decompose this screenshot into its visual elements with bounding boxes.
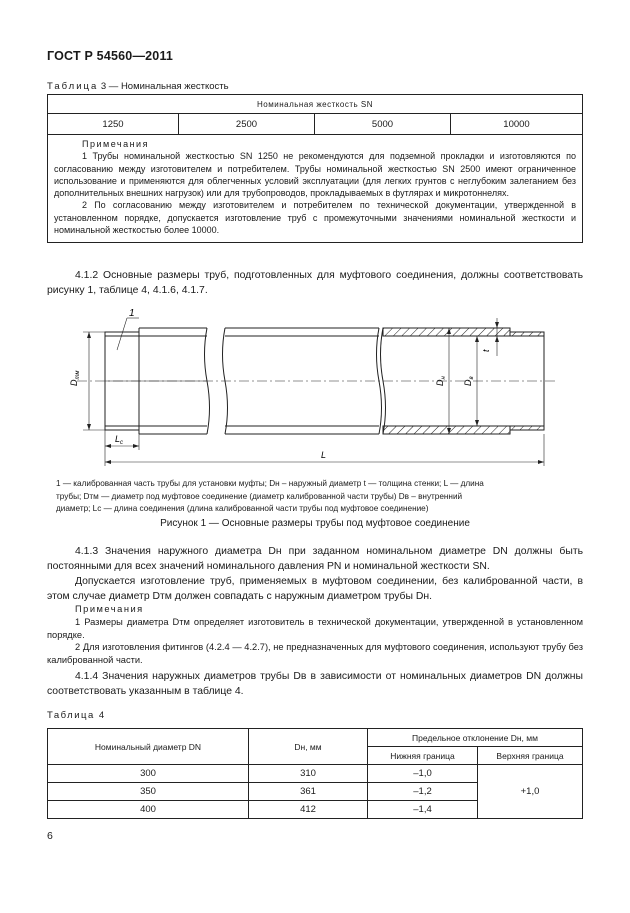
- figure-legend-line-2: трубы; Dтм — диаметр под муфтовое соединение (диаметр калиброванной части трубы) Dв – внутренний: [56, 491, 463, 501]
- table3-value-3: 5000: [315, 114, 451, 135]
- label-dn: $D_н$: [435, 376, 447, 386]
- label-t: t: [481, 349, 491, 352]
- table4-row-2-d: 361: [249, 783, 368, 801]
- table4-row-3-low: –1,4: [368, 801, 478, 819]
- table4: [47, 728, 583, 819]
- notes-section-2: [47, 603, 583, 667]
- notes2-title: Примечания: [75, 604, 144, 614]
- table3-value-4: 10000: [451, 114, 583, 135]
- table4-header-dn: Номинальный диаметр DN: [48, 729, 249, 765]
- table4-row-1-dn: 300: [48, 765, 249, 783]
- table4-header-lower: Нижняя граница: [368, 747, 478, 765]
- paragraph-4-1-3: [47, 544, 583, 604]
- paragraph-4-1-2: [47, 268, 583, 298]
- table4-row-2-dn: 350: [48, 783, 249, 801]
- leader-1: [117, 318, 127, 350]
- table3-notes-title: Примечания: [82, 139, 149, 149]
- table4-row-3-d: 412: [249, 801, 368, 819]
- label-dtm: $D_{тм}$: [69, 370, 81, 386]
- label-lc: $L_с$: [115, 434, 124, 446]
- notes2-note-1: 1 Размеры диаметра Dтм определяет изготовитель в технической документации, утвержденной в установленном порядке.: [47, 616, 583, 640]
- table3-value-2: 2500: [179, 114, 315, 135]
- table3-note-2: 2 По согласованию между изготовителем и потребителем по технической документации, утвержденной в установленном порядке, допускается изготовление труб с промежуточными значениями номинальной жесткости и номинальной жесткостью более 10000.: [54, 200, 576, 236]
- paragraph-4-1-2-text: 4.1.2 Основные размеры труб, подготовленных для муфтового соединения, должны соответствовать рисунку 1, таблице 4, 4.1.6, 4.1.7.: [47, 270, 583, 296]
- figure-legend-line-1: 1 — калиброванная часть трубы для установки муфты; Dн – наружный диаметр t — толщина стенки; L — длина: [56, 479, 484, 488]
- dimension-t: [493, 318, 501, 356]
- table4-row-1-d: 310: [249, 765, 368, 783]
- table4-upper-value: +1,0: [478, 765, 583, 819]
- paragraph-4-1-3-a: 4.1.3 Значения наружного диаметра Dн при заданном номинальном диаметре DN должны быть постоянными для всех значений номинального давления PN и номинальной жесткости SN.: [47, 546, 583, 572]
- label-1: 1: [129, 308, 135, 319]
- table3: [47, 94, 583, 243]
- document-header: ГОСТ Р 54560—2011: [47, 49, 174, 63]
- page-number: 6: [47, 830, 53, 842]
- paragraph-4-1-4-text: 4.1.4 Значения наружных диаметров трубы Dв в зависимости от номинальных диаметров DN должны соответствовать указанным в таблице 4.: [47, 671, 583, 697]
- figure-1-caption: Рисунок 1 — Основные размеры трубы под муфтовое соединение: [160, 518, 470, 529]
- table3-value-1: 1250: [48, 114, 179, 135]
- figure-1-legend: [56, 478, 576, 516]
- paragraph-4-1-4: [47, 669, 583, 699]
- paragraph-4-1-3-b: Допускается изготовление труб, применяемых в муфтовом соединении, без калиброванной части, в этом случае диаметр Dтм должен совпадать с наружным диаметром трубы Dн.: [47, 576, 583, 602]
- table4-header-d: Dн, мм: [249, 729, 368, 765]
- table3-caption-word: Таблица: [47, 81, 99, 92]
- figure-1-drawing: [47, 300, 587, 472]
- table4-header-upper: Верхняя граница: [478, 747, 583, 765]
- table3-notes: [48, 135, 583, 243]
- label-l: L: [321, 450, 327, 460]
- table4-row-2-low: –1,2: [368, 783, 478, 801]
- table4-caption: Таблица 4: [47, 710, 106, 721]
- table3-caption-rest: 3 — Номинальная жесткость: [98, 81, 229, 92]
- notes2-note-2: 2 Для изготовления фитингов (4.2.4 — 4.2.7), не предназначенных для муфтового соединения, используют трубу без калиброванной части.: [47, 642, 583, 666]
- table3-header: Номинальная жесткость SN: [48, 95, 583, 114]
- figure-legend-line-3: диаметр; Lс — длина соединения (длина калиброванной части трубы под муфтовое соединение): [56, 504, 429, 513]
- table3-note-1: 1 Трубы номинальной жесткостью SN 1250 не рекомендуются для подземной прокладки и изготовляются по согласованию между изготовителем и потребителем. Трубы номинальной жесткостью SN 2500 имеют ограниченное использование и применяются для облегченных условий эксплуатации (для легких грунтов с неглубоким залеганием без дополнительных внешних нагрузок) или для трубопроводов, прокладываемых в футлярах и микротоннелях.: [54, 151, 576, 199]
- table3-caption: [47, 81, 229, 92]
- table4-row-1-low: –1,0: [368, 765, 478, 783]
- table4-row-3-dn: 400: [48, 801, 249, 819]
- label-dv: $D_в$: [463, 376, 475, 386]
- table4-header-deviation: Предельное отклонение Dн, мм: [368, 729, 583, 747]
